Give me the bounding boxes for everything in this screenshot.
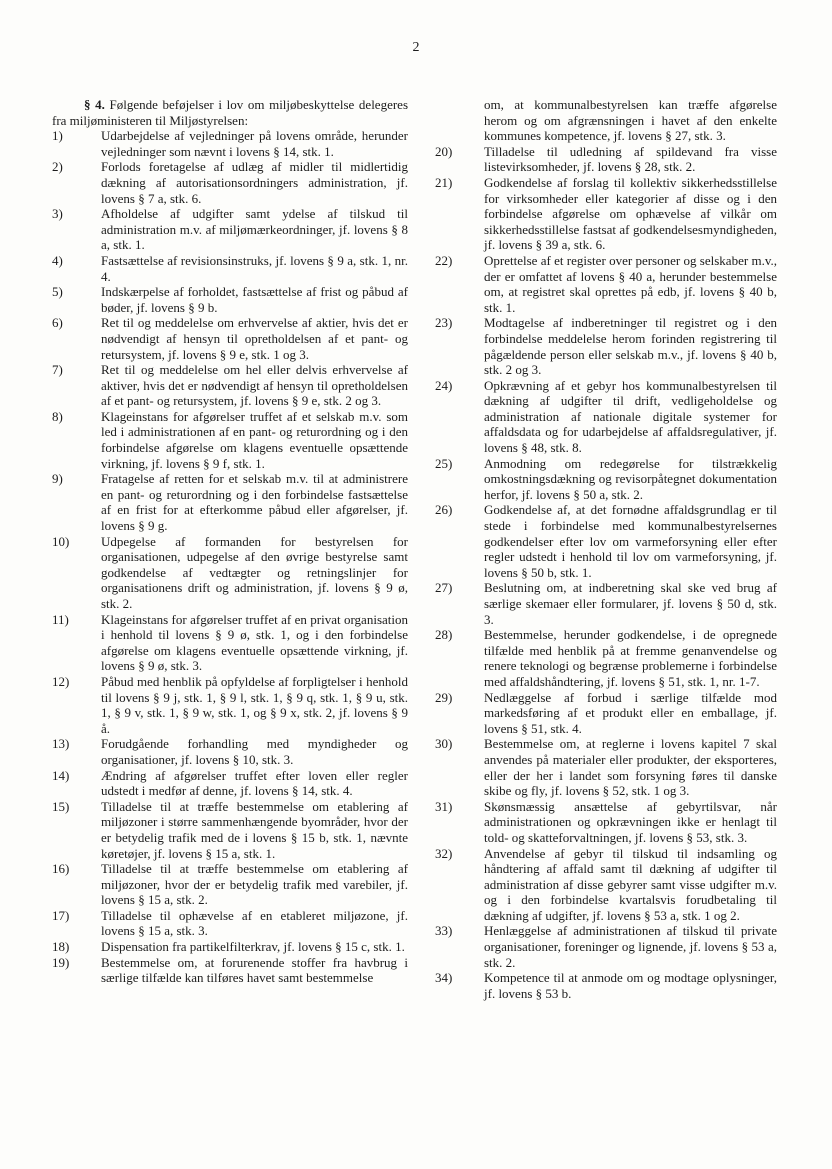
list-item bbox=[435, 736, 777, 798]
item-text: Tilladelse til ophævelse af en etableret miljøzone, jf. lovens § 15 a, stk. 3. bbox=[101, 907, 408, 939]
item-number: 18) bbox=[52, 939, 70, 955]
list-item bbox=[435, 970, 777, 1001]
section-intro-text: Følgende beføjelser i lov om miljøbeskyttelse delegeres fra miljøministeren til Miljøstyrelsen: bbox=[52, 97, 408, 128]
item-text: Ret til og meddelelse om erhvervelse af aktier, hvis det er nødvendigt af hensyn til opretholdelsen af et pant- og retursystem, jf. lovens § 9 e, stk. 1 og 3. bbox=[101, 315, 408, 362]
item-number: 30) bbox=[435, 736, 453, 752]
item-number: 8) bbox=[52, 408, 63, 424]
list-item bbox=[435, 923, 777, 970]
item-number: 6) bbox=[52, 315, 63, 331]
item-text: Tilladelse til at træffe bestemmelse om etablering af miljøzoner, hvor der er betydelig trafik med varebiler, jf. lovens § 15 a, stk. 2. bbox=[101, 861, 408, 908]
item-text: Indskærpelse af forholdet, fastsættelse af frist og påbud af bøder, jf. lovens § 9 b. bbox=[101, 284, 408, 315]
item-number: 5) bbox=[52, 284, 63, 300]
list-item bbox=[435, 846, 777, 924]
item-number: 14) bbox=[52, 767, 70, 783]
list-item bbox=[52, 159, 408, 206]
delegation-list-left bbox=[52, 128, 408, 986]
list-item bbox=[435, 144, 777, 175]
item-text: Henlæggelse af administrationen af tilskud til private organisationer, foreninger og lignende, jf. lovens § 53 a, stk. 2. bbox=[484, 923, 777, 970]
item-text: Anmodning om redegørelse for tilstrækkelig omkostningsdækning og revisorpåtegnet dokumentation herfor, jf. lovens § 50 a, stk. 2. bbox=[484, 455, 777, 502]
left-column bbox=[52, 97, 408, 986]
item-number: 2) bbox=[52, 159, 63, 175]
item-number: 17) bbox=[52, 907, 70, 923]
list-item bbox=[52, 861, 408, 908]
item-text: Modtagelse af indberetninger til registret og i den forbindelse meddelelse herom forinden registrering til pågældende person eller selskab m.v., jf. lovens § 40 b, stk. 2 og 3. bbox=[484, 315, 777, 378]
list-item bbox=[52, 315, 408, 362]
list-item bbox=[52, 253, 408, 284]
list-item bbox=[52, 471, 408, 533]
list-item bbox=[435, 315, 777, 377]
item-text: Nedlæggelse af forbud i særlige tilfælde mod markedsføring af et produkt eller en emballage, jf. lovens § 51, stk. 4. bbox=[484, 689, 777, 736]
item-number: 33) bbox=[435, 923, 453, 939]
list-item bbox=[52, 284, 408, 315]
list-item bbox=[52, 939, 408, 955]
item-19-continuation: om, at kommunalbestyrelsen kan træffe afgørelse herom og om afgrænsningen i havet af den enkelte kommunes kompetence, jf. lovens § 27, stk. 3. bbox=[484, 97, 777, 144]
list-item bbox=[435, 627, 777, 689]
list-item bbox=[52, 534, 408, 612]
item-number: 32) bbox=[435, 845, 453, 861]
item-text: Anvendelse af gebyr til tilskud til indsamling og håndtering af affald samt til dækning af udgifter til administration af disse gebyrer samt visse udgifter m.v. og i den forbindelse kvartalsvis forudbetaling til dækning af udgifter, jf. lovens § 53 a, stk. 1 og 2. bbox=[484, 845, 777, 923]
item-text: Forudgående forhandling med myndigheder og organisationer, jf. lovens § 10, stk. 3. bbox=[101, 736, 408, 767]
right-column bbox=[435, 97, 777, 1001]
list-item bbox=[435, 456, 777, 503]
list-item bbox=[435, 175, 777, 253]
item-number: 15) bbox=[52, 798, 70, 814]
item-text: Udpegelse af formanden for bestyrelsen for organisationen, udpegelse af den øvrige bestyrelse samt godkendelse af vedtægter og retningslinjer for organisationens drift og administration, jf. lovens § 9 ø, stk. 2. bbox=[101, 533, 408, 611]
item-text: Udarbejdelse af vejledninger på lovens område, herunder vejledninger som nævnt i lovens § 14, stk. 1. bbox=[101, 128, 408, 159]
list-item bbox=[52, 799, 408, 861]
item-text: Kompetence til at anmode om og modtage oplysninger, jf. lovens § 53 b. bbox=[484, 970, 777, 1001]
list-item bbox=[52, 206, 408, 253]
list-item bbox=[52, 736, 408, 767]
item-number: 23) bbox=[435, 315, 453, 331]
item-text: Fratagelse af retten for et selskab m.v. til at administrere en pant- og returordning og i den forbindelse fastsættelse af en frist for at efterkomme påbud eller afgørelser, jf. lovens § 9 g. bbox=[101, 471, 408, 534]
item-number: 26) bbox=[435, 502, 453, 518]
item-number: 22) bbox=[435, 252, 453, 268]
list-item bbox=[52, 908, 408, 939]
section-number: § 4. bbox=[84, 97, 105, 112]
list-item bbox=[435, 378, 777, 456]
list-item bbox=[52, 955, 408, 986]
page-number: 2 bbox=[412, 40, 420, 55]
item-text: Ret til og meddelelse om hel eller delvis erhvervelse af aktiver, hvis det er nødvendigt af hensyn til opretholdelsen af et pant- og retursystem, jf. lovens § 9 e, stk. 2 og 3. bbox=[101, 362, 408, 409]
list-item bbox=[52, 128, 408, 159]
item-number: 9) bbox=[52, 471, 63, 487]
item-number: 21) bbox=[435, 174, 453, 190]
item-text: Bestemmelse, herunder godkendelse, i de opregnede tilfælde med henblik på at fremme genanvendelse og renere teknologi og begrænse problemerne i forbindelse med affaldshåndtering, jf. lovens § 51, stk. 1, nr. 1-7. bbox=[484, 627, 777, 689]
list-item bbox=[52, 612, 408, 674]
item-number: 12) bbox=[52, 673, 70, 689]
item-text: Dispensation fra partikelfilterkrav, jf. lovens § 15 c, stk. 1. bbox=[101, 939, 405, 955]
delegation-list-right bbox=[435, 144, 777, 1002]
item-text: Fastsættelse af revisionsinstruks, jf. lovens § 9 a, stk. 1, nr. 4. bbox=[101, 252, 408, 284]
item-number: 11) bbox=[52, 611, 69, 627]
item-number: 31) bbox=[435, 798, 453, 814]
item-text: Beslutning om, at indberetning skal ske ved brug af særlige skemaer eller formularer, jf. lovens § 50 d, stk. 3. bbox=[484, 580, 777, 627]
list-item bbox=[435, 253, 777, 315]
item-text: Tilladelse til udledning af spildevand fra visse listevirksomheder, jf. lovens § 28, stk. 2. bbox=[484, 143, 777, 175]
section-intro bbox=[52, 97, 408, 128]
item-number: 20) bbox=[435, 143, 453, 159]
item-number: 29) bbox=[435, 689, 453, 705]
item-text: Forlods foretagelse af udlæg af midler til midlertidig dækning af autorisationsordningers administration, jf. lovens § 7 a, stk. 6. bbox=[101, 159, 408, 206]
item-number: 24) bbox=[435, 377, 453, 393]
item-number: 16) bbox=[52, 861, 70, 877]
list-item bbox=[52, 768, 408, 799]
item-number: 1) bbox=[52, 128, 63, 144]
item-number: 27) bbox=[435, 580, 453, 596]
item-text: Bestemmelse om, at forurenende stoffer fra havbrug i særlige tilfælde kan tilføres havet samt bestemmelse bbox=[101, 954, 408, 986]
item-number: 3) bbox=[52, 206, 63, 222]
list-item bbox=[435, 799, 777, 846]
item-number: 4) bbox=[52, 252, 63, 268]
list-item bbox=[52, 362, 408, 409]
item-text: Klageinstans for afgørelser truffet af en privat organisation i henhold til lovens § 9 ø, stk. 1, og i den forbindelse afgørelse om klagens eventuelle opsættende virkning, jf. lovens § 9 ø, stk. 3. bbox=[101, 611, 408, 674]
item-number: 10) bbox=[52, 533, 70, 549]
list-item bbox=[52, 409, 408, 471]
item-text: Klageinstans for afgørelser truffet af et selskab m.v. som led i administrationen af en pant- og returordning og i den forbindelse afgørelse om klagens eventuelle opsættende virkning, jf. lovens § 9 f, stk. 1. bbox=[101, 408, 408, 471]
item-text: Ændring af afgørelser truffet efter loven eller regler udstedt i medfør af denne, jf. lovens § 14, stk. 4. bbox=[101, 767, 408, 799]
item-text: Godkendelse af, at det fornødne affaldsgrundlag er til stede i forbindelse med kommunalbestyrelsernes godkendelser efter lov om varmeforsyning eller efter regler udstedt i henhold til lov om varmeforsyning, jf. lovens § 50 b, stk. 1. bbox=[484, 502, 777, 580]
item-text: Opkrævning af et gebyr hos kommunalbestyrelsen til dækning af udgifter til drift, vedligeholdelse og administration af nationale digitale systemer for affaldsdata og for udarbejdelse af affaldsregulativer, jf. lovens § 48, stk. 8. bbox=[484, 377, 777, 456]
item-number: 19) bbox=[52, 954, 70, 970]
item-number: 34) bbox=[435, 970, 453, 986]
item-number: 25) bbox=[435, 455, 453, 471]
item-text: Godkendelse af forslag til kollektiv sikkerhedsstillelse for virksomheder eller kategorier af disse og i den forbindelse afgørelse om ophævelse af vilkår om sikkerhedsstillelse fastsat af godkendelsesmyndigheden, jf. lovens § 39 a, stk. 6. bbox=[484, 174, 777, 253]
item-text: Oprettelse af et register over personer og selskaber m.v., der er omfattet af lovens § 40 a, herunder bestemmelse om, at registret skal oprettes på edb, jf. lovens § 40 b, stk. 1. bbox=[484, 252, 777, 315]
list-item bbox=[435, 690, 777, 737]
list-item bbox=[435, 580, 777, 627]
item-text: Tilladelse til at træffe bestemmelse om etablering af miljøzoner i større sammenhængende byområder, hvor der er betydelig trafik med de i lovens § 15 b, stk. 1, nævnte køretøjer, jf. lovens § 15 a, stk. 1. bbox=[101, 798, 408, 861]
item-number: 7) bbox=[52, 362, 63, 378]
item-text: Afholdelse af udgifter samt ydelse af tilskud til administration m.v. af miljømærkeordninger, jf. lovens § 8 a, stk. 1. bbox=[101, 206, 408, 253]
list-item bbox=[52, 674, 408, 736]
list-item bbox=[435, 502, 777, 580]
item-number: 28) bbox=[435, 627, 453, 643]
item-number: 13) bbox=[52, 736, 70, 752]
item-text: Skønsmæssig ansættelse af gebyrtilsvar, når administrationen og opkrævningen ikke er henlagt til told- og skatteforvaltningen, jf. lovens § 53, stk. 3. bbox=[484, 798, 777, 845]
item-text: Påbud med henblik på opfyldelse af forpligtelser i henhold til lovens § 9 j, stk. 1, § 9 l, stk. 1, § 9 q, stk. 1, § 9 u, stk. 1, § 9 v, stk. 1, § 9 w, stk. 1, og § 9 x, stk. 2, jf. lovens § 9 å. bbox=[101, 673, 408, 736]
item-text: Bestemmelse om, at reglerne i lovens kapitel 7 skal anvendes på materialer eller produkter, der eksporteres, eller der her i landet som forsyning føres til danske skibe og fly, jf. lovens § 52, stk. 1 og 3. bbox=[484, 736, 777, 799]
